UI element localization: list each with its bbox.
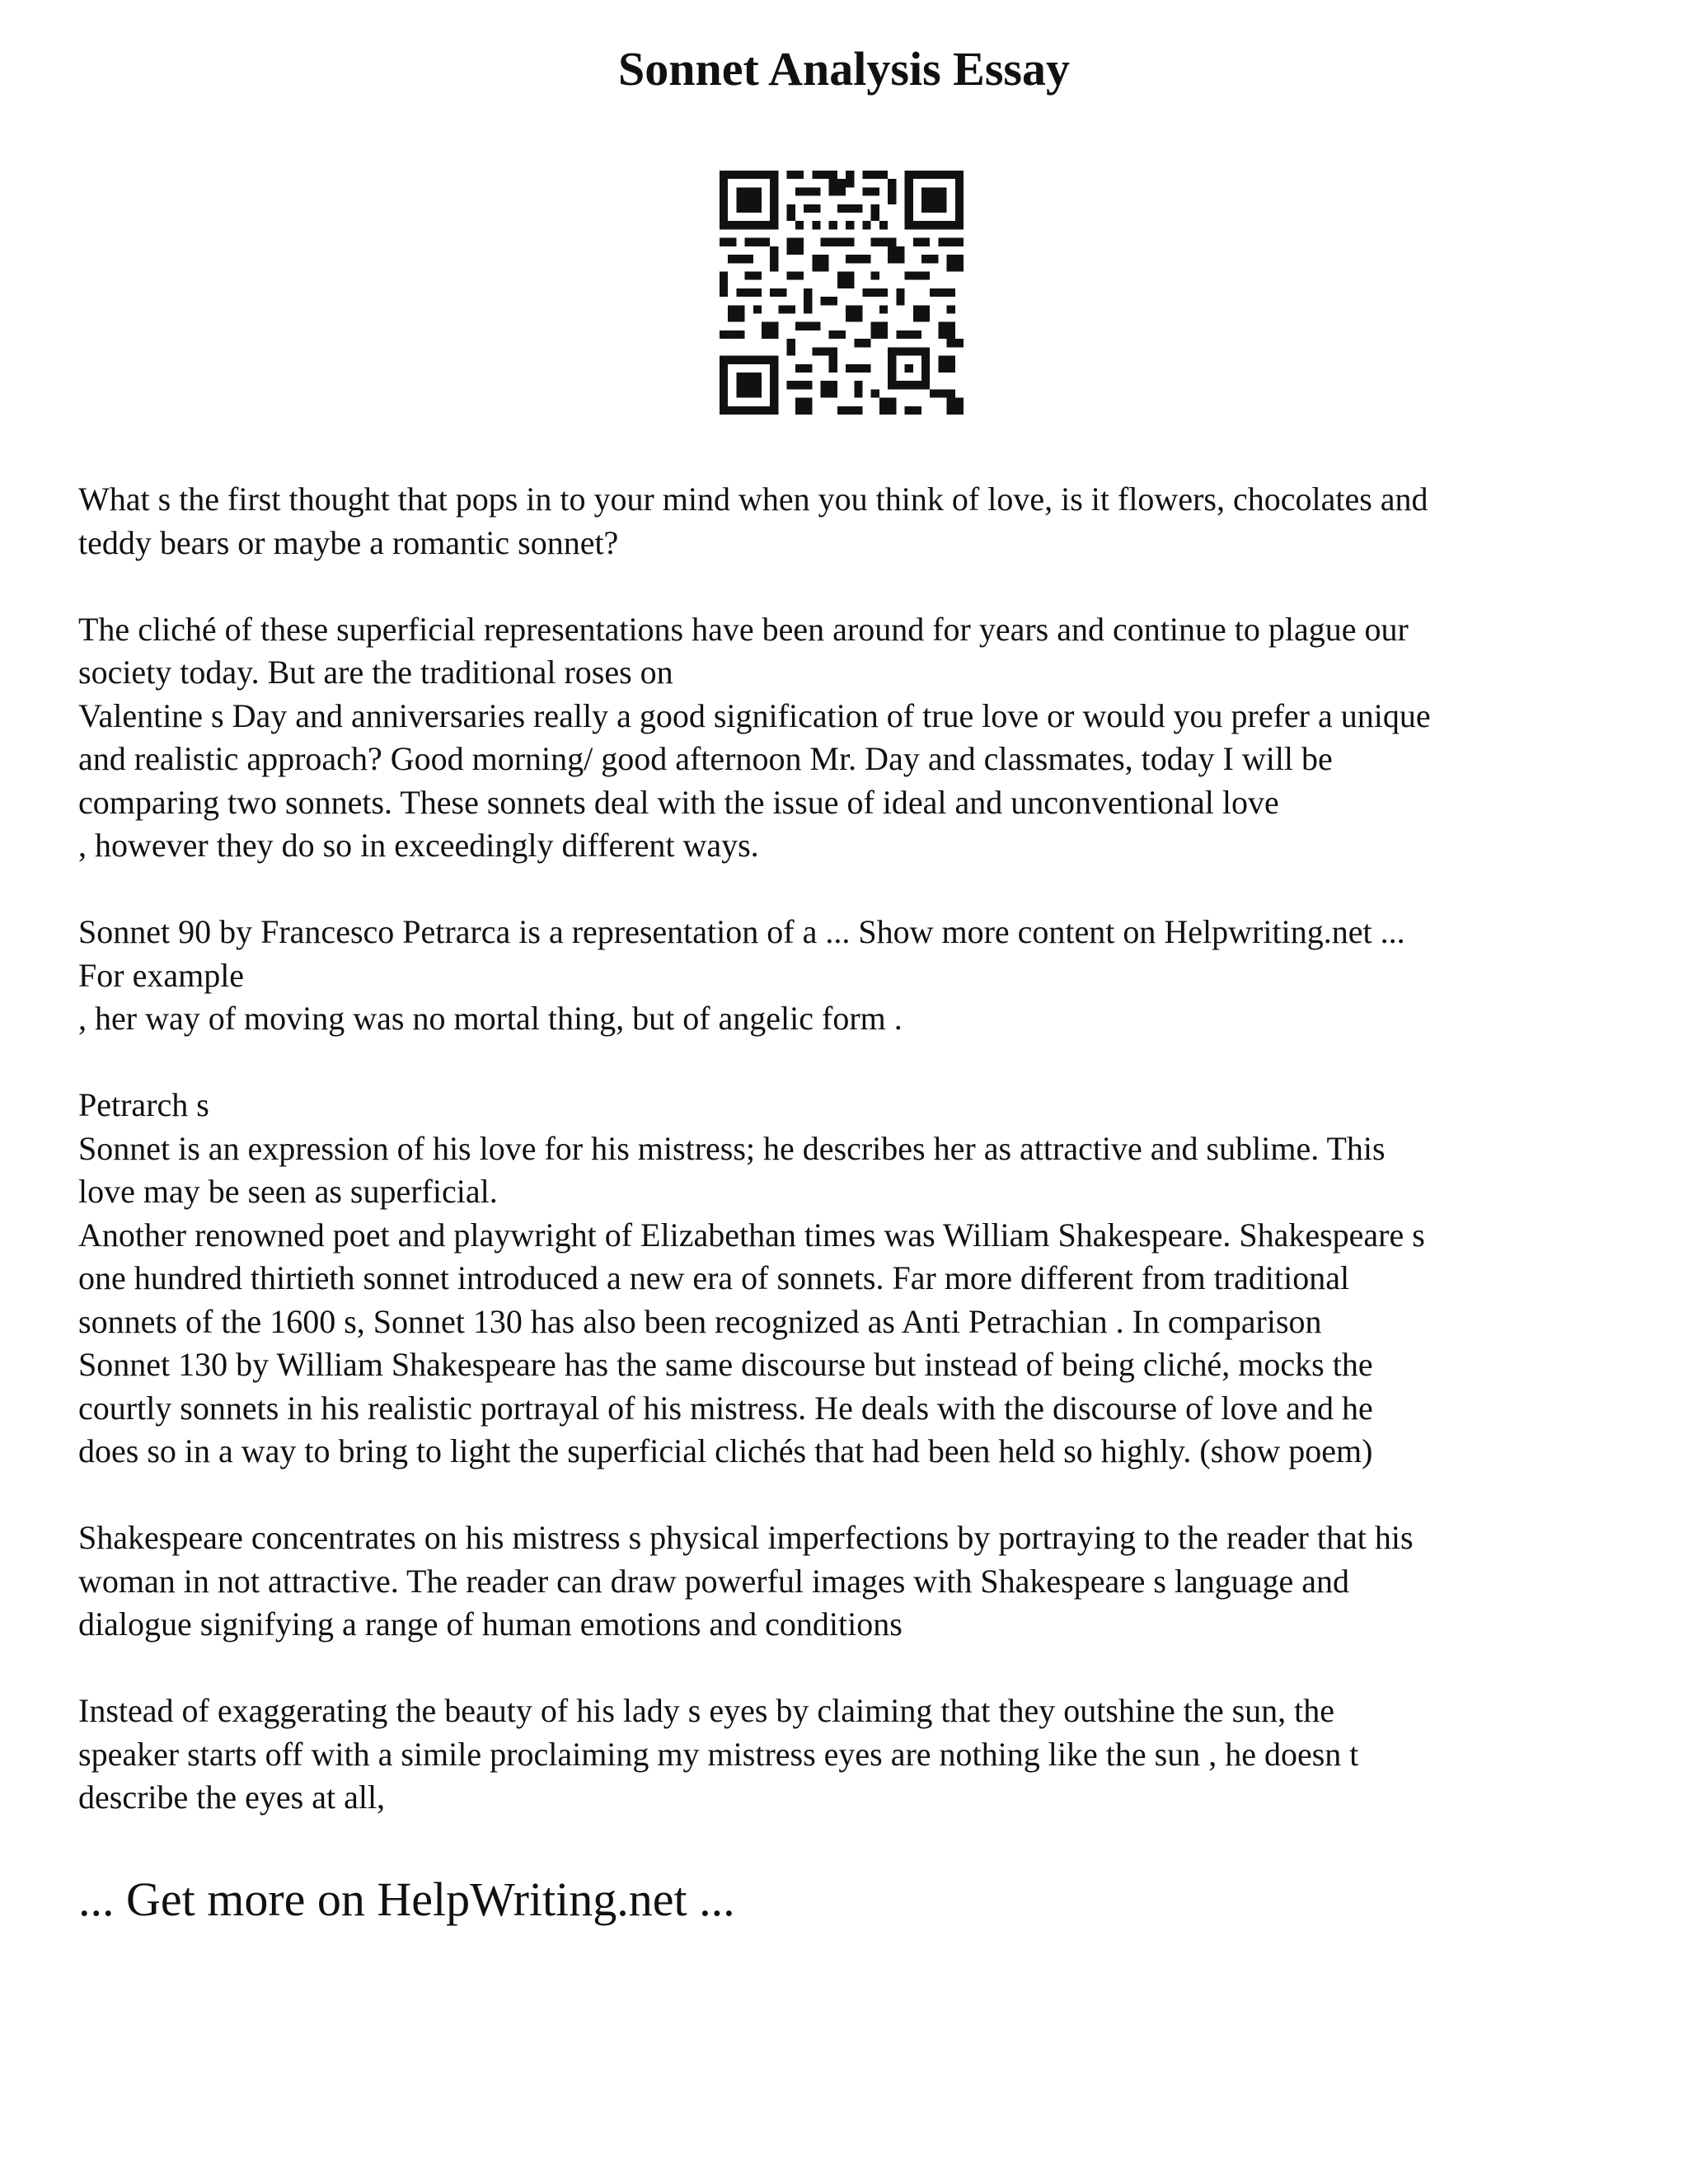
text-line: comparing two sonnets. These sonnets deal with the issue of ideal and unconventional love xyxy=(78,783,1279,821)
qr-code-icon xyxy=(720,171,964,415)
paragraph xyxy=(78,478,1628,565)
paragraph xyxy=(78,1690,1628,1820)
page-title: Sonnet Analysis Essay xyxy=(618,42,1070,96)
text-line: sonnets of the 1600 s, Sonnet 130 has also been recognized as Anti Petrachian . In comparison xyxy=(78,1302,1322,1340)
text-line: The cliché of these superficial representations have been around for years and continue to plague our xyxy=(78,610,1409,648)
text-line: woman in not attractive. The reader can draw powerful images with Shakespeare s language and xyxy=(78,1562,1350,1600)
text-line: describe the eyes at all, xyxy=(78,1779,386,1816)
text-line: and realistic approach? Good morning/ good afternoon Mr. Day and classmates, today I will be xyxy=(78,740,1333,777)
get-more-link[interactable]: ... Get more on HelpWriting.net ... xyxy=(78,1872,735,1926)
text-line: Valentine s Day and anniversaries really a good signification of true love or would you prefer a unique xyxy=(78,696,1431,734)
text-line: , however they do so in exceedingly different ways. xyxy=(78,827,759,864)
text-line: For example xyxy=(78,956,245,994)
text-line: Petrarch s xyxy=(78,1086,209,1123)
text-line: dialogue signifying a range of human emotions and conditions xyxy=(78,1605,903,1643)
text-line: one hundred thirtieth sonnet introduced a new era of sonnets. Far more different from traditional xyxy=(78,1259,1350,1296)
text-line: What s the first thought that pops in to your mind when you think of love, is it flowers, chocolates and xyxy=(78,480,1428,518)
text-line: Sonnet 130 by William Shakespeare has the same discourse but instead of being cliché, mocks the xyxy=(78,1346,1373,1383)
text-line: love may be seen as superficial. xyxy=(78,1173,498,1210)
paragraph xyxy=(78,1084,1628,1474)
paragraph xyxy=(78,608,1628,868)
essay-body xyxy=(78,478,1628,1863)
text-line: Another renowned poet and playwright of Elizabethan times was William Shakespeare. Shakespeare s xyxy=(78,1216,1425,1254)
text-line: Instead of exaggerating the beauty of his lady s eyes by claiming that they outshine the sun, the xyxy=(78,1692,1335,1729)
text-line: courtly sonnets in his realistic portrayal of his mistress. He deals with the discourse of love and he xyxy=(78,1389,1373,1427)
paragraph xyxy=(78,1516,1628,1647)
text-line: Shakespeare concentrates on his mistress s physical imperfections by portraying to the reader that his xyxy=(78,1519,1414,1556)
text-line: , her way of moving was no mortal thing, but of angelic form . xyxy=(78,1000,903,1037)
text-line: does so in a way to bring to light the superficial clichés that had been held so highly. (show poem) xyxy=(78,1432,1373,1469)
text-line: Sonnet 90 by Francesco Petrarca is a representation of a ... Show more content on Helpwriting.net ... xyxy=(78,913,1405,950)
paragraph xyxy=(78,911,1628,1041)
text-line: society today. But are the traditional roses on xyxy=(78,654,673,691)
text-line: speaker starts off with a simile proclaiming my mistress eyes are nothing like the sun , he doesn t xyxy=(78,1735,1359,1773)
text-line: Sonnet is an expression of his love for his mistress; he describes her as attractive and sublime. This xyxy=(78,1129,1386,1167)
text-line: teddy bears or maybe a romantic sonnet? xyxy=(78,523,619,561)
